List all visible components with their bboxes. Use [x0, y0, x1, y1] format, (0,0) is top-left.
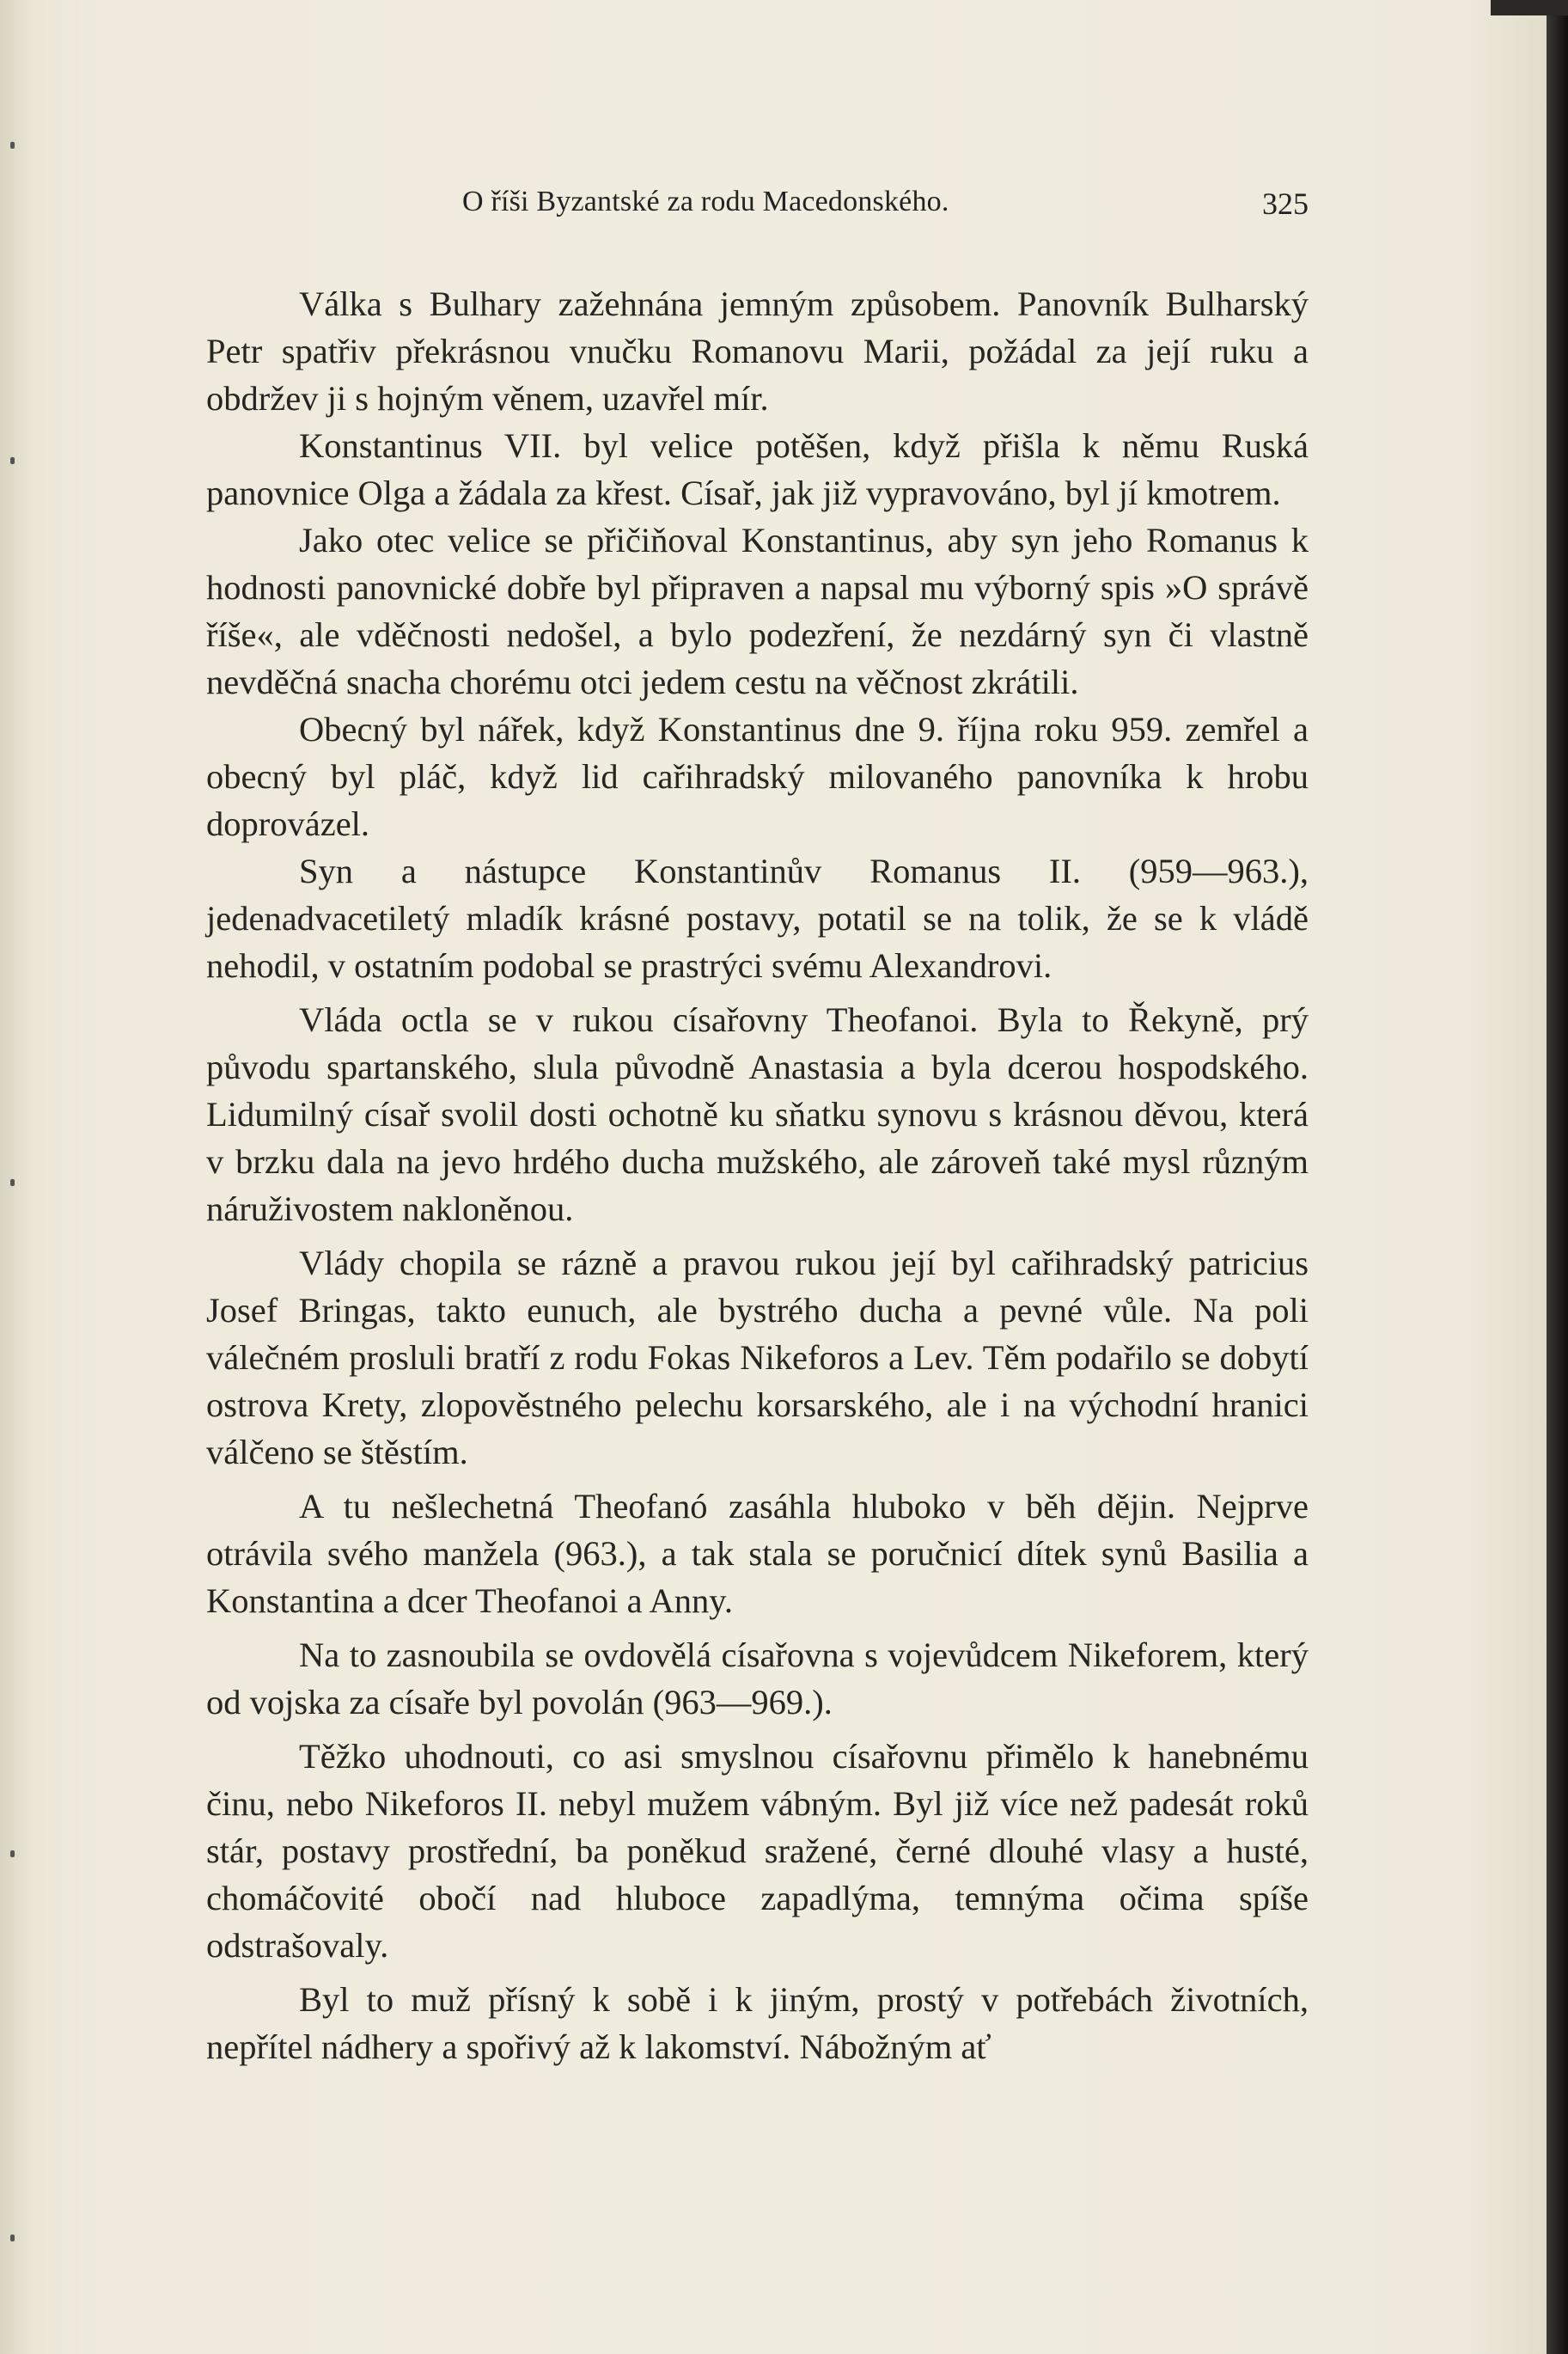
paragraph: Vlády chopila se rázně a pravou rukou její byl cařihradský patricius Josef Bringas, takto eunuch, ale bystrého ducha a pevné vůle. Na poli válečném prosluli bratří z rodu Fokas Nikeforos a Lev. Těm podařilo se dobytí ostrova Krety, zlopověstného pelechu korsarského, ale i na východní hranici válčeno se štěstím. — [206, 1244, 1309, 1471]
paragraph: A tu nešlechetná Theofanó zasáhla hluboko v běh dějin. Nejprve otrávila svého manžela (963.), a tak stala se poručnicí dítek synů Basilia a Konstantina a dcer Theofanoi a Anny. — [206, 1487, 1309, 1620]
paragraph: Jako otec velice se přičiňoval Konstantinus, aby syn jeho Romanus k hodnosti panovnické dobře byl připraven a napsal mu výborný spis »O správě říše«, ale vděčnosti nedošel, a bylo podezření, že nezdárný syn či vlastně nevděčná snacha chorému otci jedem cestu na věčnost zkrátili. — [206, 521, 1309, 701]
body-text — [206, 280, 1309, 2070]
paragraph: Obecný byl nářek, když Konstantinus dne 9. října roku 959. zemřel a obecný byl pláč, když lid cařihradský milovaného panovníka k hrobu doprovázel. — [206, 710, 1309, 843]
paragraph: Syn a nástupce Konstantinův Romanus II. (959—963.), jedenadvacetiletý mladík krásné postavy, potatil se na tolik, že se k vládě nehodil, v ostatním podobal se prastrýci svému Alexandrovi. — [206, 852, 1309, 985]
margin-mark — [10, 1179, 15, 1186]
margin-mark — [10, 1850, 15, 1857]
paragraph: Vláda octla se v rukou císařovny Theofanoi. Byla to Řekyně, prý původu spartanského, slula původně Anastasia a byla dcerou hospodského. Lidumilný císař svolil dosti ochotně ku sňatku synovu s krásnou děvou, která v brzku dala na jevo hrdého ducha mužského, ale zároveň také mysl různým náruživostem nakloněnou. — [206, 1000, 1309, 1228]
page-edge-shadow — [1547, 0, 1568, 2354]
paragraph: Byl to muž přísný k sobě i k jiným, prostý v potřebách životních, nepřítel nádhery a spořivý až k lakomství. Nábožným ať — [206, 1980, 1309, 2066]
paragraph: Válka s Bulhary zažehnána jemným způsobem. Panovník Bulharský Petr spatřiv překrásnou vnučku Romanovu Marii, požádal za její ruku a obdržev ji s hojným věnem, uzavřel mír. — [206, 284, 1309, 418]
margin-mark — [10, 142, 15, 149]
corner-shadow — [1491, 0, 1568, 15]
paragraph: Těžko uhodnouti, co asi smyslnou císařovnu přimělo k hanebnému činu, nebo Nikeforos II. nebyl mužem vábným. Byl již více než padesát roků stár, postavy prostřední, ba poněkud sražené, černé dlouhé vlasy a husté, chomáčovité obočí nad hluboce zapadlýma, temnýma očima spíše odstrašovaly. — [206, 1737, 1309, 1965]
paragraph: Konstantinus VII. byl velice potěšen, když přišla k němu Ruská panovnice Olga a žádala za křest. Císař, jak již vypravováno, byl jí kmotrem. — [206, 426, 1309, 512]
running-title: O říši Byzantské za rodu Macedonského. — [462, 186, 949, 217]
margin-mark — [10, 457, 15, 464]
margin-mark — [10, 2235, 15, 2241]
running-header — [206, 186, 1309, 237]
paragraph: Na to zasnoubila se ovdovělá císařovna s vojevůdcem Nikeforem, který od vojska za císaře byl povolán (963—969.). — [206, 1636, 1309, 1721]
page-number: 325 — [1262, 186, 1309, 221]
